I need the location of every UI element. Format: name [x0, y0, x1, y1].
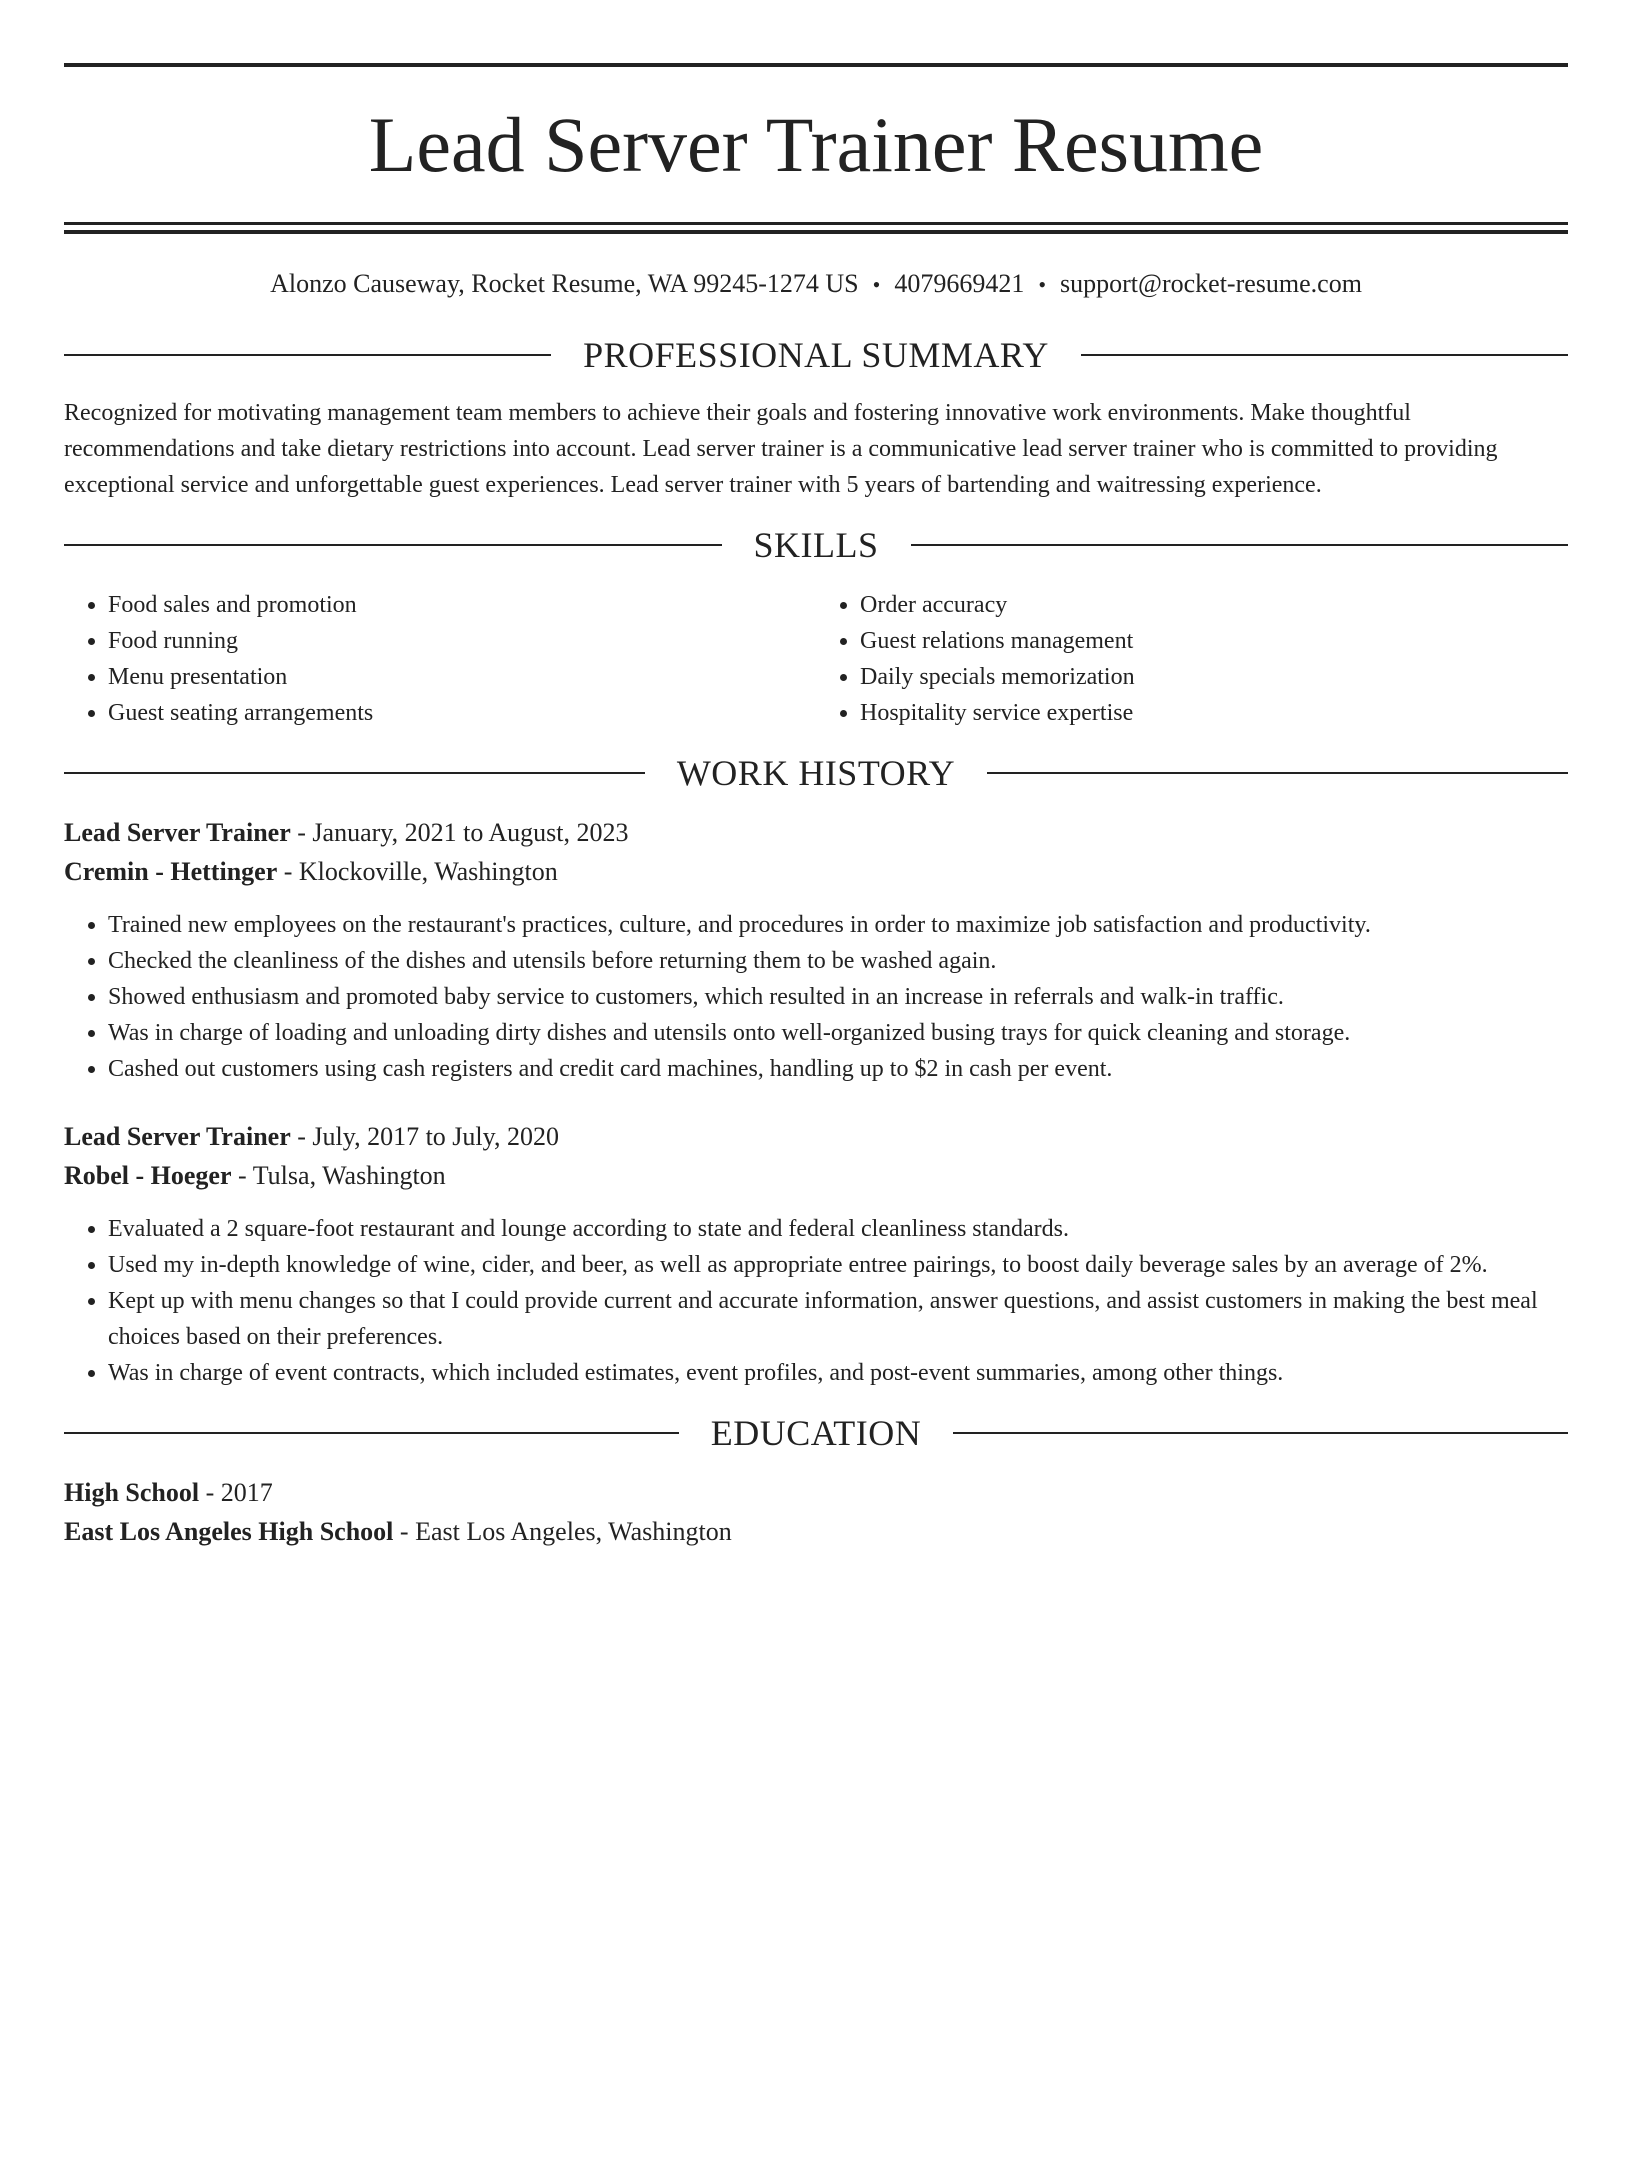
job-bullet: • Evaluated a 2 square-foot restaurant and lounge according to state and federal cleanliness standards. [108, 1211, 1568, 1247]
dash: - [290, 818, 313, 847]
contact-line [64, 267, 1568, 301]
contact-email: support@rocket-resume.com [1060, 269, 1362, 298]
skill-item: • Food sales and promotion [108, 587, 816, 623]
job-bullets [64, 1211, 1568, 1391]
dash: - [199, 1478, 221, 1507]
heading-rule [953, 1432, 1568, 1434]
summary-heading: PROFESSIONAL SUMMARY [583, 335, 1049, 375]
heading-rule [64, 354, 551, 356]
skill-item: • Food running [108, 623, 816, 659]
page-title: Lead Server Trainer Resume [368, 101, 1264, 188]
job-title: Lead Server Trainer [64, 818, 291, 847]
job-title-line [64, 813, 1568, 852]
skills-section-heading [64, 523, 1568, 567]
job-location: Klockoville, Washington [298, 857, 558, 886]
job-bullet: • Showed enthusiasm and promoted baby service to customers, which resulted in an increase in referrals and walk-in traffic. [108, 979, 1568, 1015]
skill-item: • Guest seating arrangements [108, 695, 816, 731]
skill-item: • Menu presentation [108, 659, 816, 695]
job-entry [64, 1117, 1568, 1391]
heading-rule [987, 772, 1568, 774]
job-company-line [64, 1156, 1568, 1195]
heading-rule [1081, 354, 1568, 356]
job-company: Cremin - Hettinger [64, 857, 278, 886]
dash: - [277, 857, 299, 886]
education-entry [64, 1473, 1568, 1551]
job-bullet: • Used my in-depth knowledge of wine, cider, and beer, as well as appropriate entree pairings, to boost daily beverage sales by an average of 2%. [108, 1247, 1568, 1283]
top-rule [64, 63, 1568, 67]
contact-separator: • [1038, 272, 1047, 297]
job-bullets [64, 907, 1568, 1087]
title-double-rule [64, 222, 1568, 234]
job-title: Lead Server Trainer [64, 1122, 291, 1151]
summary-section-heading [64, 333, 1568, 377]
job-entry [64, 813, 1568, 1087]
job-company-line [64, 852, 1568, 891]
job-bullet: • Trained new employees on the restaurant's practices, culture, and procedures in order to maximize job satisfaction and productivity. [108, 907, 1568, 943]
contact-separator: • [872, 272, 881, 297]
job-bullet: • Was in charge of loading and unloading dirty dishes and utensils onto well-organized busing trays for quick cleaning and storage. [108, 1015, 1568, 1051]
job-bullet: • Checked the cleanliness of the dishes and utensils before returning them to be washed again. [108, 943, 1568, 979]
contact-phone: 4079669421 [894, 269, 1025, 298]
job-bullet: • Kept up with menu changes so that I could provide current and accurate information, answer questions, and assist customers in making the best meal choices based on their preferences. [108, 1283, 1568, 1355]
skill-item: • Hospitality service expertise [860, 695, 1568, 731]
skills-list [64, 587, 1568, 731]
job-company: Robel - Hoeger [64, 1161, 232, 1190]
contact-address: Alonzo Causeway, Rocket Resume, WA 99245-1274 US [270, 269, 859, 298]
skill-item: • Order accuracy [860, 587, 1568, 623]
work-history-heading: WORK HISTORY [676, 753, 956, 793]
heading-rule [911, 544, 1569, 546]
skill-item: • Daily specials memorization [860, 659, 1568, 695]
resume-page [0, 63, 1632, 2175]
heading-rule [64, 772, 645, 774]
education-school-line [64, 1512, 1568, 1551]
job-bullet: • Was in charge of event contracts, which included estimates, event profiles, and post-event summaries, among other things. [108, 1355, 1568, 1391]
job-title-line [64, 1117, 1568, 1156]
education-school: East Los Angeles High School [64, 1517, 394, 1546]
education-location: East Los Angeles, Washington [415, 1517, 732, 1546]
heading-rule [64, 544, 722, 546]
job-dates: July, 2017 to July, 2020 [312, 1122, 559, 1151]
job-dates: January, 2021 to August, 2023 [312, 818, 629, 847]
work-history-section-heading [64, 751, 1568, 795]
skills-column-left [64, 587, 816, 731]
job-location: Tulsa, Washington [252, 1161, 446, 1190]
skill-item: • Guest relations management [860, 623, 1568, 659]
dash: - [231, 1161, 253, 1190]
dash: - [393, 1517, 416, 1546]
education-degree-line [64, 1473, 1568, 1512]
skills-heading: SKILLS [753, 525, 879, 565]
education-heading: EDUCATION [710, 1413, 922, 1453]
heading-rule [64, 1432, 679, 1434]
education-section-heading [64, 1411, 1568, 1455]
job-bullet: • Cashed out customers using cash registers and credit card machines, handling up to $2 in cash per event. [108, 1051, 1568, 1087]
skills-column-right [816, 587, 1568, 731]
summary-text: Recognized for motivating management team members to achieve their goals and fostering innovative work environments. Make thoughtful recommendations and take dietary restrictions into account. Lead server trainer is a communicative lead server trainer who is committed to providing exceptional service and unforgettable guest experiences. Lead server trainer with 5 years of bartending and waitressing experience. [64, 400, 1498, 498]
dash: - [290, 1122, 313, 1151]
education-year: 2017 [220, 1478, 273, 1507]
education-degree: High School [64, 1478, 200, 1507]
